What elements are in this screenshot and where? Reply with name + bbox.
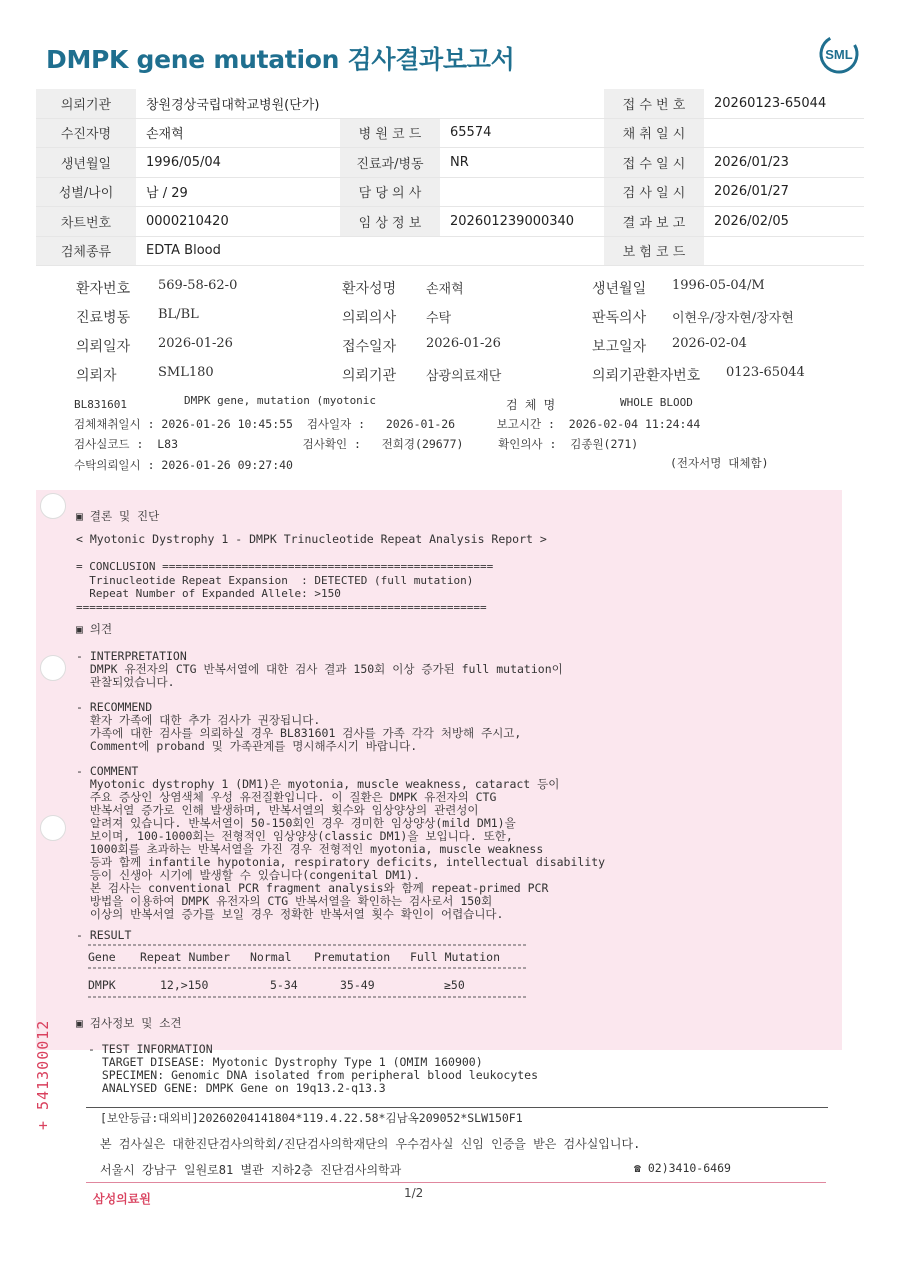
info-label: 병 원 코 드: [340, 118, 440, 148]
info-value: [440, 177, 604, 207]
info-value: 창원경상국립대학교병원(단가): [136, 89, 604, 118]
result-header-cell: Gene: [88, 950, 116, 964]
section-testinfo-title: ▣ 검사정보 및 소견: [76, 1016, 182, 1030]
request-line: 수탁의뢰일시 : 2026-01-26 09:27:40: [74, 458, 293, 472]
sml-logo: [818, 33, 860, 75]
info-value: 2026/01/23: [704, 148, 864, 178]
logo-text: SML: [825, 47, 853, 62]
patient-field-value: 1996-05-04/M: [672, 278, 765, 293]
patient-field-label: 접수일자: [342, 339, 397, 355]
patient-field-label: 환자성명: [342, 281, 397, 297]
patient-field-value: SML180: [158, 365, 214, 380]
info-label: 담 당 의 사: [340, 177, 440, 207]
vertical-stamp: + 541300012: [34, 1019, 52, 1130]
test-information-block: - TEST INFORMATION TARGET DISEASE: Myotonic Dystrophy Type 1 (OMIM 160900) SPECIMEN: Genomic DNA isolated from peripheral blood leukocytes ANALYSED GENE: DMPK Gene on 19q13.2-q13.3: [88, 1042, 539, 1095]
info-value: 65574: [440, 118, 604, 148]
punch-hole: [40, 815, 66, 841]
page-number: 1/2: [404, 1186, 424, 1200]
patient-field-label: 의뢰기관: [342, 368, 397, 384]
section-opinion-title: ▣ 의견: [76, 622, 113, 636]
info-value: EDTA Blood: [136, 236, 604, 266]
patient-field-value: 삼광의료재단: [426, 369, 502, 384]
patient-field-label: 보고일자: [592, 339, 647, 355]
patient-field-value: 0123-65044: [726, 365, 805, 380]
test-name: DMPK gene, mutation (myotonic: [184, 394, 377, 407]
info-value: [704, 236, 864, 266]
info-row: [36, 148, 864, 178]
punch-hole: [40, 493, 66, 519]
info-label: 접 수 번 호: [604, 89, 704, 118]
info-label: 성별/나이: [36, 177, 136, 207]
esign-note: (전자서명 대체함): [670, 456, 769, 470]
info-value: 2026/01/27: [704, 177, 864, 207]
result-cell: ≥50: [444, 978, 465, 992]
patient-field-value: 2026-01-26: [158, 336, 233, 351]
info-value: 20260123-65044: [704, 89, 864, 118]
certification-text: 본 검사실은 대한진단검사의학회/진단검사의학재단의 우수검사실 신임 인증을 받은 검사실입니다.: [100, 1137, 641, 1151]
info-label: 검체종류: [36, 236, 136, 266]
info-row: [36, 89, 864, 118]
patient-info-table: [36, 89, 864, 266]
info-label: 생년월일: [36, 148, 136, 178]
patient-field-value: BL/BL: [158, 307, 199, 322]
footer-pink-line: [86, 1182, 826, 1183]
info-label: 검 사 일 시: [604, 177, 704, 207]
info-label: 보 험 코 드: [604, 236, 704, 266]
result-title: - RESULT: [76, 928, 132, 942]
interpretation-block: - INTERPRETATION DMPK 유전자의 CTG 반복서열에 대한 검사 결과 150회 이상 증가된 full mutation이 관찰되었습니다.: [76, 649, 563, 689]
info-row: [36, 236, 864, 266]
patient-field-label: 의뢰자: [76, 368, 117, 384]
patient-field-label: 판독의사: [592, 310, 647, 326]
specimen-label: 검 체 명: [506, 398, 556, 412]
patient-field-value: 손재혁: [426, 282, 464, 297]
recommend-block: - RECOMMEND 환자 가족에 대한 추가 검사가 권장됩니다. 가족에 대한 검사를 의뢰하실 경우 BL831601 검사를 가족 각각 처방해 주시고, Comment에 proband 및 가족관계를 명시해주시기 바랍니다.: [76, 700, 522, 753]
patient-field-value: 이현우/장자현/장자현: [672, 311, 794, 326]
lab-address: 서울시 강남구 일원로81 별관 지하2층 진단검사의학과: [100, 1163, 402, 1177]
section-conclusion-title: ▣ 결론 및 진단: [76, 509, 160, 523]
result-cell: 35-49: [340, 978, 375, 992]
info-value: 남 / 29: [136, 177, 340, 207]
info-row: [36, 207, 864, 237]
scanned-report: [36, 265, 864, 1185]
result-header-cell: Full Mutation: [410, 950, 501, 964]
collection-line: 검체채취일시 : 2026-01-26 10:45:55 검사일자 : 2026-01-26 보고시간 : 2026-02-04 11:24:44: [74, 417, 701, 431]
info-value: 2026/02/05: [704, 207, 864, 237]
patient-field-value: 2026-01-26: [426, 336, 501, 351]
result-header-cell: Repeat Number: [140, 950, 231, 964]
patient-field-label: 진료병동: [76, 310, 131, 326]
conclusion-block: = CONCLUSION ================================================== Trinucleotide Repeat Expansion : DETECTED (full mutation) Repeat Number of Expanded Allele: >150 ==============================================================: [76, 560, 494, 614]
info-label: 채 취 일 시: [604, 118, 704, 148]
footer-divider: [86, 1107, 828, 1108]
patient-field-value: 569-58-62-0: [158, 278, 238, 293]
info-value: 1996/05/04: [136, 148, 340, 178]
info-label: 결 과 보 고: [604, 207, 704, 237]
patient-field-value: 2026-02-04: [672, 336, 747, 351]
report-title: DMPK gene mutation 검사결과보고서: [46, 45, 515, 74]
info-label: 차트번호: [36, 207, 136, 237]
info-label: 임 상 정 보: [340, 207, 440, 237]
info-value: [704, 118, 864, 148]
comment-block: - COMMENT Myotonic dystrophy 1 (DM1)은 myotonia, muscle weakness, cataract 등이 주요 증상인 상염색체 우성 유전질환입니다. 이 질환은 DMPK 유전자의 CTG 반복서열 증가로 인해 발생하며, 반복서열의 횟수와 임상양상의 관련성이 알려져 있습니다. 반복서열이 50-150회인 경우 경미한 임상양상(mild DM1)을 보이며, 100-1000회는 전형적인 임상양상(classic DM1)을 보입니다. 또한, 1000회를 초과하는 반복서열을 가진 경우 전형적인 myotonia, muscle weakness 등과 함께 infantile hypotonia, respiratory deficits, intellectual disability 등이 신생아 시기에 발생할 수 있습니다(congenital DM1). 본 검사는 conventional PCR fragment analysis와 함께 repeat-primed PCR 방법을 이용하여 DMPK 유전자의 CTG 반복서열을 확인하는 검사로서 150회 이상의 반복서열 증가를 보일 경우 정확한 반복서열 횟수 확인이 어렵습니다.: [76, 764, 606, 921]
info-value: NR: [440, 148, 604, 178]
patient-field-label: 의뢰의사: [342, 310, 397, 326]
specimen-value: WHOLE BLOOD: [620, 396, 693, 409]
punch-hole: [40, 655, 66, 681]
lab-phone: ☎ 02)3410-6469: [634, 1161, 731, 1175]
patient-field-value: 수탁: [426, 311, 452, 326]
info-row: [36, 118, 864, 148]
report-heading: < Myotonic Dystrophy 1 - DMPK Trinucleotide Repeat Analysis Report >: [76, 532, 547, 546]
result-header-cell: Premutation: [314, 950, 391, 964]
patient-field-label: 의뢰일자: [76, 339, 131, 355]
result-header-cell: Normal: [250, 950, 292, 964]
info-value: 202601239000340: [440, 207, 604, 237]
patient-field-label: 생년월일: [592, 281, 647, 297]
info-label: 수진자명: [36, 118, 136, 148]
security-line: [보안등급:대외비]20260204141804*119.4.22.58*김남옥209052*SLW150F1: [100, 1111, 523, 1125]
info-value: 0000210420: [136, 207, 340, 237]
lab-code-line: 검사실코드 : L83 검사확인 : 전희경(29677) 확인의사 : 김종원(271): [74, 437, 639, 451]
patient-field-label: 환자번호: [76, 281, 131, 297]
test-code: BL831601: [74, 398, 127, 411]
result-table: [88, 943, 538, 1003]
info-label: 접 수 일 시: [604, 148, 704, 178]
info-row: [36, 177, 864, 207]
result-cell: 12,>150: [160, 978, 209, 992]
info-label: 진료과/병동: [340, 148, 440, 178]
hospital-name: 삼성의료원: [93, 1192, 151, 1206]
patient-field-label: 의뢰기관환자번호: [592, 368, 701, 384]
result-cell: 5-34: [270, 978, 298, 992]
result-cell: DMPK: [88, 978, 116, 992]
info-value: 손재혁: [136, 118, 340, 148]
info-label: 의뢰기관: [36, 89, 136, 118]
